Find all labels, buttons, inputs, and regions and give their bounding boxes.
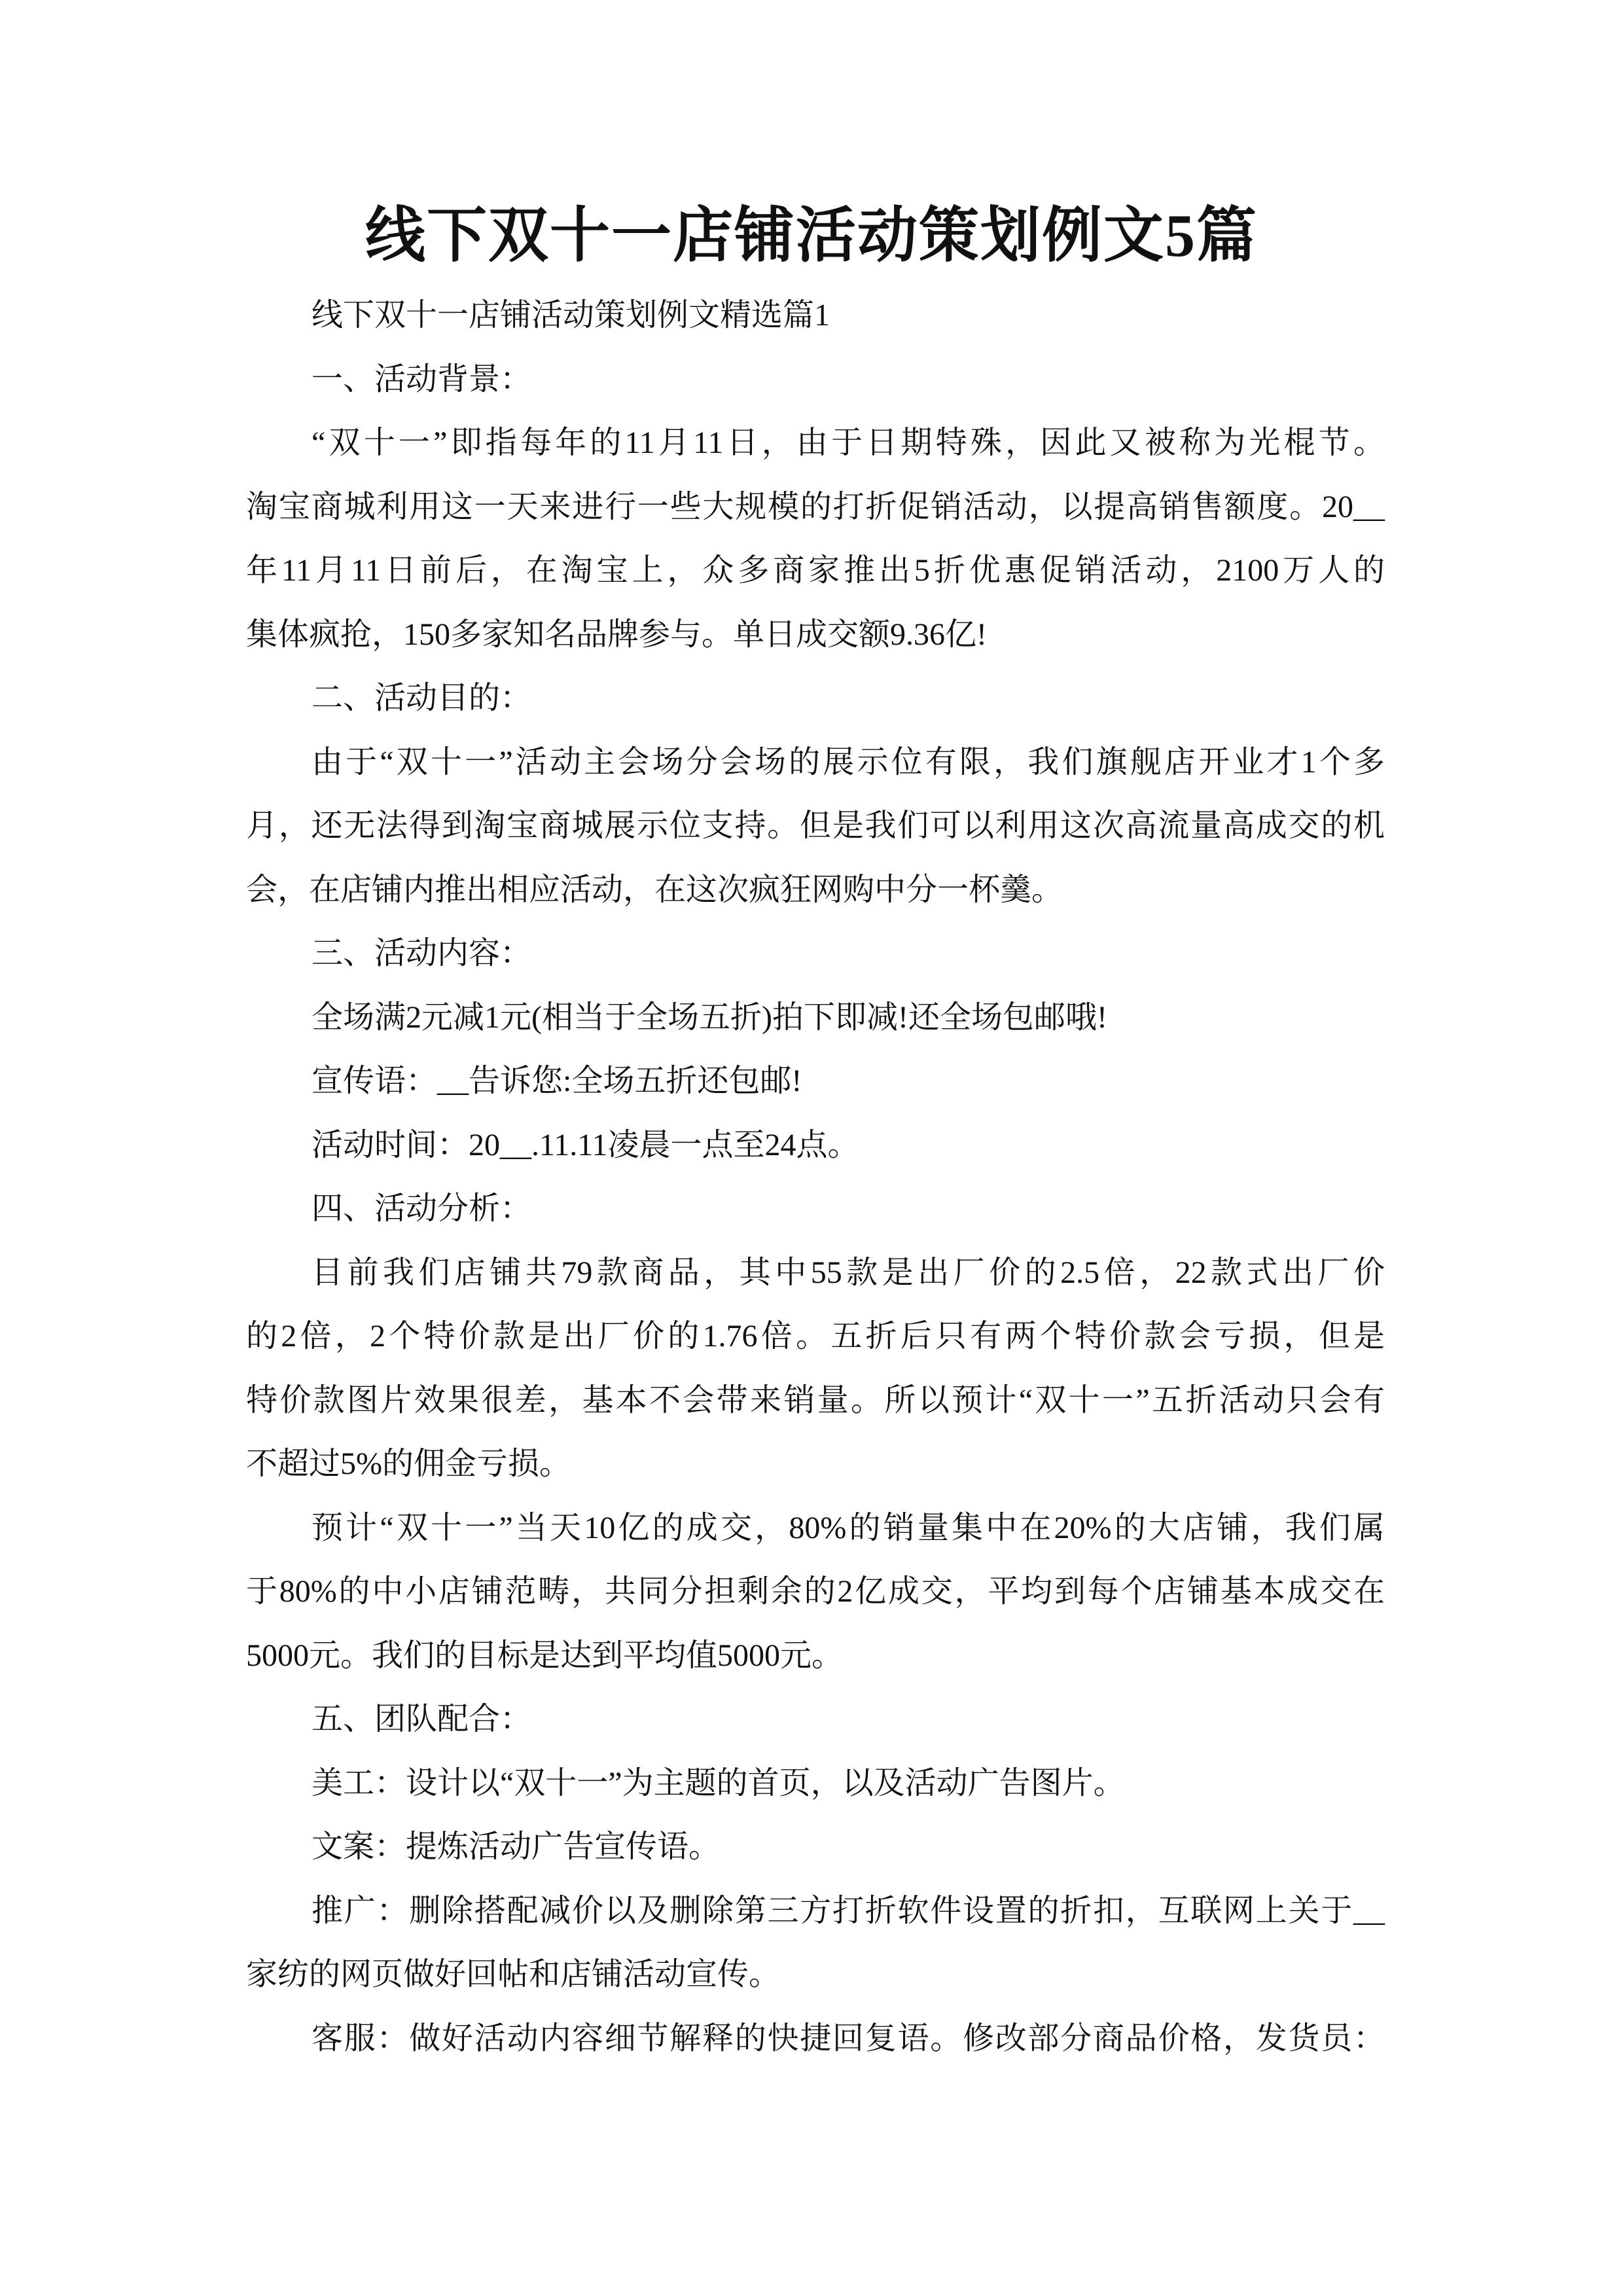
text-line: 预计“双十一”当天10亿的成交，80%的销量集中在20%的大店铺，我们属 xyxy=(312,1510,1385,1545)
document-title: 线下双十一店铺活动策划例文5篇 xyxy=(365,202,1258,269)
text-line: 四、活动分析： xyxy=(312,1191,532,1226)
text-line: 5000元。我们的目标是达到平均值5000元。 xyxy=(246,1638,844,1673)
text-line: 年11月11日前后，在淘宝上，众多商家推出5折优惠促销活动，2100万人的 xyxy=(246,553,1385,588)
text-line: 全场满2元减1元(相当于全场五折)拍下即减!还全场包邮哦! xyxy=(312,999,1107,1035)
text-line: 的2倍，2个特价款是出厂价的1.76倍。五折后只有两个特价款会亏损，但是 xyxy=(246,1319,1385,1354)
text-line: 于80%的中小店铺范畴，共同分担剩余的2亿成交，平均到每个店铺基本成交在 xyxy=(246,1574,1385,1609)
document-body xyxy=(246,283,1385,2070)
text-line: 五、团队配合： xyxy=(312,1702,532,1736)
text-line: 特价款图片效果很差，基本不会带来销量。所以预计“双十一”五折活动只会有 xyxy=(246,1382,1385,1418)
text-line: 一、活动背景： xyxy=(312,361,532,397)
text-line: 三、活动内容： xyxy=(312,936,532,971)
text-line: 家纺的网页做好回帖和店铺活动宣传。 xyxy=(246,1957,781,1992)
text-line: 目前我们店铺共79款商品，其中55款是出厂价的2.5倍，22款式出厂价 xyxy=(312,1255,1385,1290)
text-line: 月，还无法得到淘宝商城展示位支持。但是我们可以利用这次高流量高成交的机 xyxy=(246,808,1385,843)
text-line: 文案：提炼活动广告宣传语。 xyxy=(312,1829,721,1864)
text-line: 由于“双十一”活动主会场分会场的展示位有限，我们旗舰店开业才1个多 xyxy=(312,744,1385,780)
text-line: 客服：做好活动内容细节解释的快捷回复语。修改部分商品价格，发货员： xyxy=(312,2020,1385,2056)
text-line: 二、活动目的： xyxy=(312,681,532,715)
text-line: “双十一”即指每年的11月11日，由于日期特殊，因此又被称为光棍节。 xyxy=(312,425,1385,460)
text-line: 活动时间：20__.11.11凌晨一点至24点。 xyxy=(312,1127,859,1162)
text-line: 美工：设计以“双十一”为主题的首页，以及活动广告图片。 xyxy=(312,1765,1125,1801)
text-line: 推广：删除搭配减价以及删除第三方打折软件设置的折扣，互联网上关于__ xyxy=(312,1893,1385,1928)
text-line: 不超过5%的佣金亏损。 xyxy=(246,1446,571,1481)
text-line: 会，在店铺内推出相应活动，在这次疯狂网购中分一杯羹。 xyxy=(246,872,1063,907)
text-line: 宣传语：__告诉您:全场五折还包邮! xyxy=(312,1064,802,1098)
text-line: 淘宝商城利用这一天来进行一些大规模的打折促销活动，以提高销售额度。20__ xyxy=(246,489,1385,524)
text-line: 集体疯抢，150多家知名品牌参与。单日成交额9.36亿! xyxy=(246,617,987,652)
text-line: 线下双十一店铺活动策划例文精选篇1 xyxy=(312,298,830,332)
